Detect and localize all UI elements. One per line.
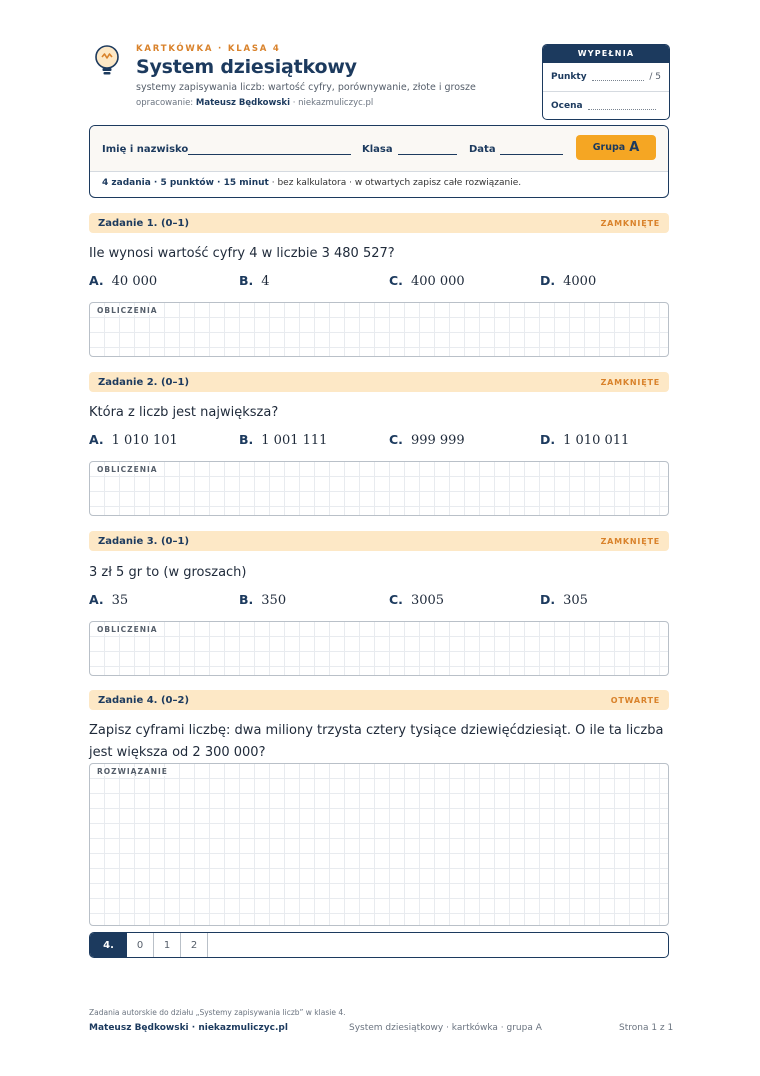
footer-page-number: Strona 1 z 1 <box>619 1023 674 1033</box>
task-type: ZAMKNIĘTE <box>600 377 660 387</box>
task-title: Zadanie 2. (0–1) <box>98 376 190 388</box>
task-title: Zadanie 3. (0–1) <box>98 535 190 547</box>
answer-option[interactable] <box>239 432 327 448</box>
answer-option[interactable] <box>540 592 588 608</box>
answer-letter: A. <box>89 273 104 288</box>
answer-letter: B. <box>239 273 254 288</box>
grade-row <box>543 91 669 120</box>
footer-note: Zadania autorskie do działu „Systemy zapisywania liczb” w klasie 4. <box>89 1008 346 1017</box>
answer-letter: C. <box>389 592 403 607</box>
group-label: Grupa <box>592 142 626 153</box>
answer-value: 1 010 011 <box>563 433 630 448</box>
test-info-summary: 4 zadania · 5 punktów · 15 minut <box>102 178 269 188</box>
task-3-work-area[interactable] <box>89 621 669 676</box>
answer-value: 305 <box>563 593 588 608</box>
points-field[interactable] <box>592 73 645 81</box>
work-area-label: OBLICZENIA <box>97 625 158 634</box>
task-2-question: Która z liczb jest największa? <box>89 405 279 420</box>
class-label: Klasa <box>362 144 393 155</box>
answer-letter: C. <box>389 273 403 288</box>
work-area-label: OBLICZENIA <box>97 306 158 315</box>
answer-value: 1 010 101 <box>111 433 178 448</box>
answer-letter: B. <box>239 432 254 447</box>
task-4-score-bar <box>89 932 669 958</box>
answer-option[interactable] <box>89 273 157 289</box>
answer-option[interactable] <box>540 432 629 448</box>
answer-option[interactable] <box>89 592 128 608</box>
name-field[interactable] <box>188 154 351 155</box>
task-2-answers <box>89 432 689 452</box>
credit-line <box>136 98 373 108</box>
grade-field[interactable] <box>588 102 656 110</box>
task-3-answers <box>89 592 689 612</box>
answer-option[interactable] <box>540 273 596 289</box>
lightbulb-icon <box>92 44 122 76</box>
answer-letter: D. <box>540 432 556 447</box>
answer-option[interactable] <box>89 432 178 448</box>
answer-letter: C. <box>389 432 403 447</box>
group-value: A <box>629 140 640 155</box>
answer-value: 35 <box>111 593 129 608</box>
task-2-header <box>89 372 669 392</box>
answer-letter: A. <box>89 432 104 447</box>
task-1-question: Ile wynosi wartość cyfry 4 w liczbie 3 480 527? <box>89 246 395 261</box>
group-badge <box>576 135 656 160</box>
task-1-answers <box>89 273 689 293</box>
credit-prefix: opracowanie: <box>136 98 194 108</box>
task-4-solution-area[interactable] <box>89 763 669 926</box>
work-area-label: OBLICZENIA <box>97 465 158 474</box>
task-1-work-area[interactable] <box>89 302 669 357</box>
date-field[interactable] <box>500 154 563 155</box>
task-3-question: 3 zł 5 gr to (w groszach) <box>89 565 247 580</box>
footer-doc-title: System dziesiątkowy · kartkówka · grupa A <box>349 1023 542 1033</box>
work-area-label: ROZWIĄZANIE <box>97 767 168 776</box>
date-label: Data <box>469 144 496 155</box>
page-subtitle: systemy zapisywania liczb: wartość cyfry, porównywanie, złote i grosze <box>136 82 476 93</box>
answer-value: 4000 <box>563 274 597 289</box>
task-2-work-area[interactable] <box>89 461 669 516</box>
task-3-header <box>89 531 669 551</box>
credit-site: · niekazmuliczyc.pl <box>292 98 374 108</box>
test-info-rules: · bez kalkulatora · w otwartych zapisz całe rozwiązanie. <box>271 178 522 188</box>
answer-option[interactable] <box>239 273 270 289</box>
answer-value: 999 999 <box>410 433 465 448</box>
answer-letter: D. <box>540 273 556 288</box>
task-type: ZAMKNIĘTE <box>600 536 660 546</box>
score-option[interactable]: 2 <box>181 933 208 957</box>
task-type: OTWARTE <box>610 695 660 705</box>
name-label: Imię i nazwisko <box>102 144 189 155</box>
task-title: Zadanie 1. (0–1) <box>98 217 190 229</box>
score-task-number: 4. <box>90 933 127 957</box>
answer-value: 400 000 <box>410 274 465 289</box>
credit-author: Mateusz Będkowski <box>195 98 291 108</box>
answer-letter: A. <box>89 592 104 607</box>
answer-value: 4 <box>261 274 270 289</box>
task-title: Zadanie 4. (0–2) <box>98 694 190 706</box>
task-type: ZAMKNIĘTE <box>600 218 660 228</box>
score-option[interactable]: 0 <box>127 933 154 957</box>
teacher-box <box>542 44 670 120</box>
answer-option[interactable] <box>389 273 465 289</box>
student-box <box>89 125 669 198</box>
test-info <box>102 178 521 188</box>
task-4-header <box>89 690 669 710</box>
points-max: / 5 <box>649 72 661 82</box>
answer-letter: D. <box>540 592 556 607</box>
kicker: KARTKÓWKA · KLASA 4 <box>136 44 281 54</box>
task-1-header <box>89 213 669 233</box>
teacher-box-heading: WYPEŁNIA NAUCZYCIEL <box>543 45 669 63</box>
answer-value: 40 000 <box>111 274 158 289</box>
grade-label: Ocena <box>551 101 583 111</box>
answer-value: 1 001 111 <box>261 433 328 448</box>
points-label: Punkty <box>551 72 587 82</box>
answer-letter: B. <box>239 592 254 607</box>
answer-option[interactable] <box>389 432 465 448</box>
task-4-question: Zapisz cyframi liczbę: dwa miliony trzysta cztery tysiące dziewięćdziesiąt. O ile ta liczba jest większa od 2 300 000? <box>89 723 664 760</box>
student-fields <box>90 126 668 172</box>
answer-option[interactable] <box>389 592 444 608</box>
answer-option[interactable] <box>239 592 286 608</box>
answer-value: 350 <box>261 593 287 608</box>
score-option[interactable]: 1 <box>154 933 181 957</box>
class-field[interactable] <box>398 154 457 155</box>
page-title: System dziesiątkowy <box>136 56 357 78</box>
answer-value: 3005 <box>410 593 445 608</box>
footer-author: Mateusz Będkowski · niekazmuliczyc.pl <box>89 1023 288 1033</box>
